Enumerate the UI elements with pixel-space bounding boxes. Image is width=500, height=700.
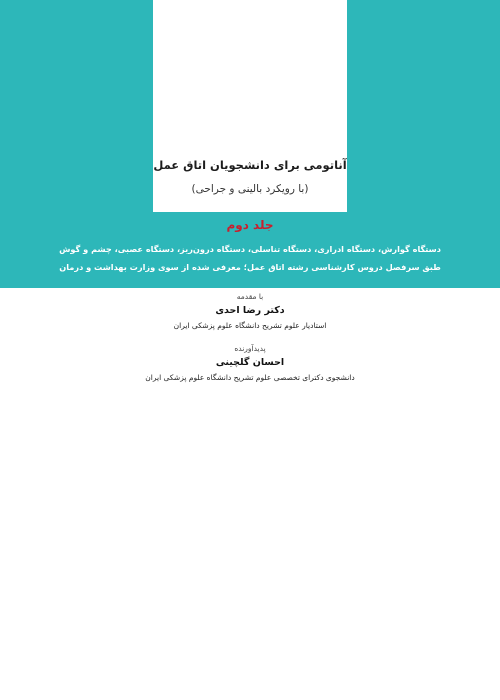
description-line-1: دستگاه گوارش، دستگاه ادراری، دستگاه تناسلی، دستگاه درون‌ریز، دستگاه عصبی، چشم و گوش: [59, 244, 441, 254]
introduction-name: دکتر رضا احدی: [215, 305, 285, 316]
book-title: آناتومی برای دانشجویان اتاق عمل: [153, 158, 347, 172]
title-panel: [153, 0, 347, 212]
spacer: [0, 330, 500, 342]
author-label: پدیدآورنده: [234, 344, 266, 353]
credits-section: [0, 290, 500, 382]
introduction-label: با مقدمه: [236, 292, 264, 301]
author-name: احسان گلچینی: [215, 357, 285, 368]
author-role: دانشجوی دکترای تخصصی علوم تشریح دانشگاه علوم پزشکی ایران: [145, 373, 355, 382]
description-line-2: طبق سرفصل دروس کارشناسی رشته اتاق عمل؛ معرفی شده از سوی وزارت بهداشت و درمان: [59, 262, 441, 272]
volume-label: جلد دوم: [226, 218, 274, 232]
book-subtitle: (با رویکرد بالینی و جراحی): [191, 183, 309, 195]
introduction-role: استادیار علوم تشریح دانشگاه علوم پزشکی ایران: [173, 321, 327, 330]
